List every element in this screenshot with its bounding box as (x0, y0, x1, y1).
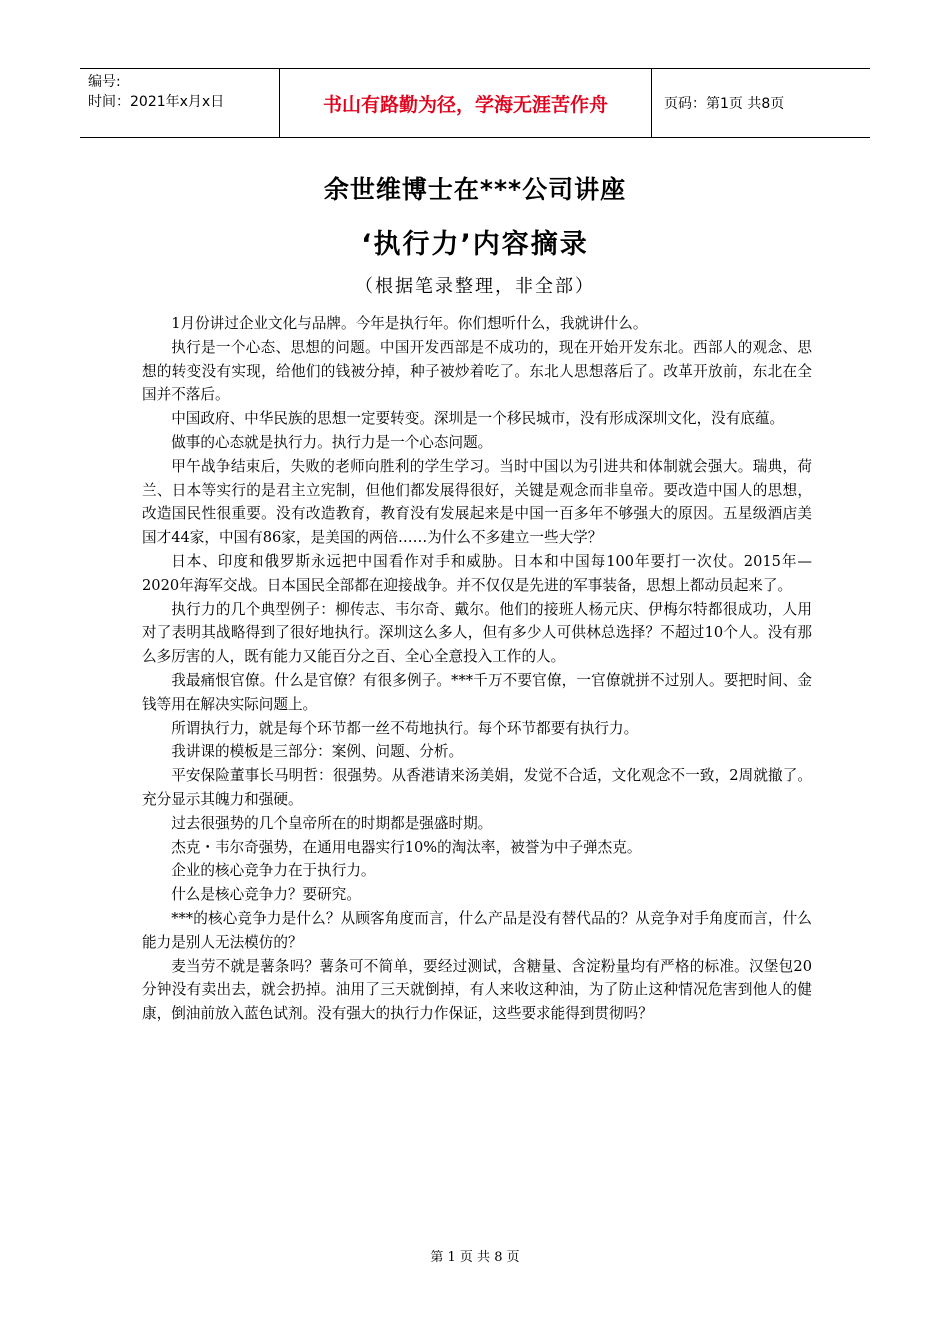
paragraph: 平安保险董事长马明哲：很强势。从香港请来汤美娟，发觉不合适，文化观念不一致，2周就撤了。充分显示其魄力和强硬。 (142, 767, 812, 808)
document-title-line1: 余世维博士在***公司讲座 (323, 175, 627, 204)
header-page-info: 页码：第1页 共8页 (664, 96, 785, 112)
paragraph: 中国政府、中华民族的思想一定要转变。深圳是一个移民城市，没有形成深圳文化，没有底蕴。 (171, 410, 785, 428)
paragraph: 杰克・韦尔奇强势，在通用电器实行10%的淘汰率，被誉为中子弹杰克。 (171, 838, 642, 856)
paragraph: 麦当劳不就是薯条吗？薯条可不简单，要经过测试，含糖量、含淀粉量均有严格的标准。汉堡包20分钟没有卖出去，就会扔掉。油用了三天就倒掉，有人来收这种油，为了防止这种情况危害到他人的健康，倒油前放入蓝色试剂。没有强大的执行力作保证，这些要求能得到贯彻吗？ (142, 957, 812, 1023)
paragraph: 我讲课的模板是三部分：案例、问题、分析。 (171, 743, 464, 761)
page-header (80, 68, 870, 138)
paragraph: 1月份讲过企业文化与品牌。今年是执行年。你们想听什么，我就讲什么。 (171, 315, 648, 332)
paragraph: 日本、印度和俄罗斯永远把中国看作对手和威胁。日本和中国每100年要打一次仗。2015年—2020年海军交战。日本国民全部都在迎接战争。并不仅仅是先进的军事装备，思想上都动员起来了。 (142, 552, 812, 594)
paragraph: 所谓执行力，就是每个环节都一丝不苟地执行。每个环节都要有执行力。 (171, 719, 639, 737)
paragraph: ***的核心竞争力是什么？从顾客角度而言，什么产品是没有替代品的？从竞争对手角度而言，什么能力是别人无法模仿的？ (142, 909, 812, 951)
header-meta (80, 69, 280, 137)
paragraph: 企业的核心竞争力在于执行力。 (171, 862, 376, 880)
page-footer: 第 1 页 共 8 页 (430, 1250, 520, 1265)
document-title-line2: ‘执行力’内容摘录 (361, 229, 589, 260)
paragraph: 甲午战争结束后，失败的老师向胜利的学生学习。当时中国以为引进共和体制就会强大。瑞典，荷兰、日本等实行的是君主立宪制，但他们都发展得很好，关键是观念而非皇帝。要改造中国人的思想，改造国民性很重要。没有改造教育，教育没有发展起来是中国一百多年不够强大的原因。五星级酒店美国才44家，中国有86家，是美国的两倍……为什么不多建立一些大学？ (142, 457, 812, 547)
paragraph: 执行力的几个典型例子：柳传志、韦尔奇、戴尔。他们的接班人杨元庆、伊梅尔特都很成功，人用对了表明其战略得到了很好地执行。深圳这么多人，但有多少人可供林总选择？不超过10个人。没有那么多厉害的人，既有能力又能百分之百、全心全意投入工作的人。 (142, 600, 812, 666)
paragraph: 什么是核心竞争力？要研究。 (171, 886, 361, 904)
paragraph: 我最痛恨官僚。什么是官僚？有很多例子。***千万不要官僚，一官僚就拼不过别人。要把时间、金钱等用在解决实际问题上。 (142, 671, 812, 713)
document-date: 时间：2021年x月x日 (88, 94, 225, 110)
document-subtitle: （根据笔录整理，非全部） (355, 276, 595, 297)
document-number-label: 编号: (88, 74, 121, 90)
header-motto: 书山有路勤为径，学海无涯苦作舟 (280, 69, 652, 137)
document-body (142, 312, 812, 1026)
paragraph: 过去很强势的几个皇帝所在的时期都是强盛时期。 (171, 814, 493, 832)
paragraph: 做事的心态就是执行力。执行力是一个心态问题。 (171, 433, 493, 451)
paragraph: 执行是一个心态、思想的问题。中国开发西部是不成功的，现在开始开发东北。西部人的观念、思想的转变没有实现，给他们的钱被分掉，种子被炒着吃了。东北人思想落后了。改革开放前，东北在全国并不落后。 (142, 338, 812, 404)
